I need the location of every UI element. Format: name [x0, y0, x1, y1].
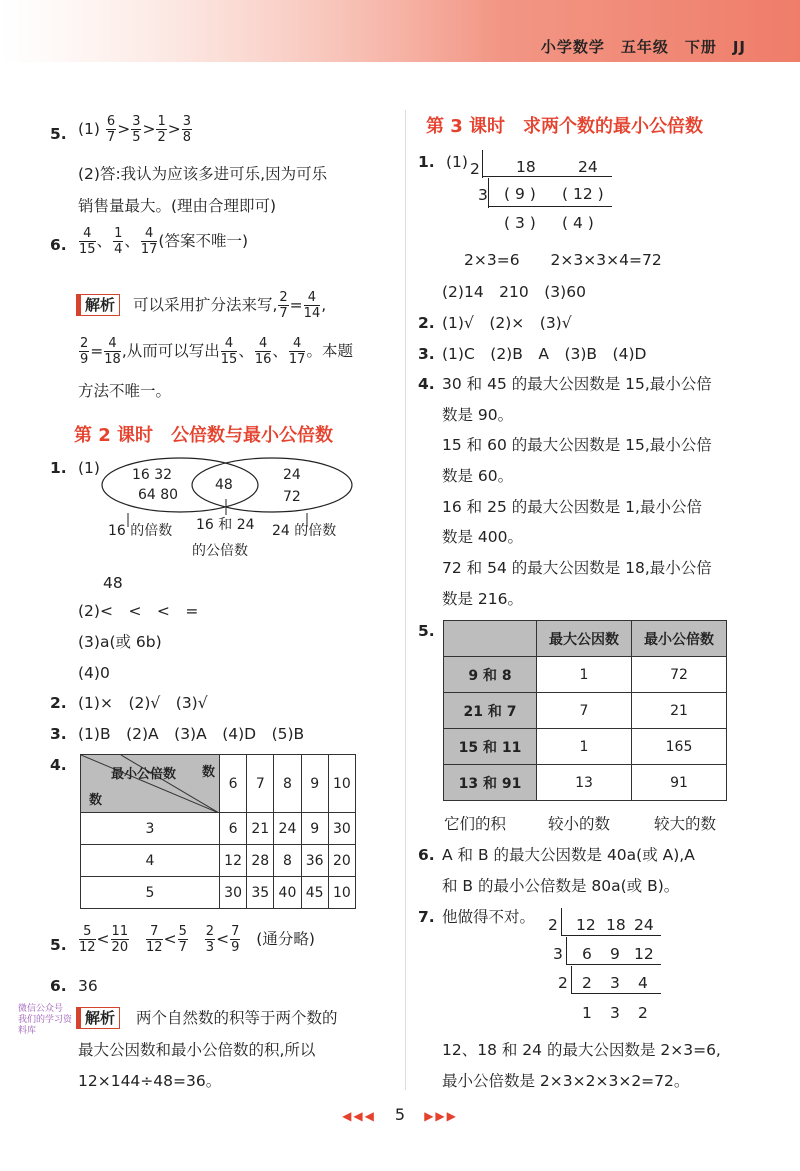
page-footer — [0, 1105, 800, 1124]
under-label-2: 较小的数 — [548, 815, 611, 833]
q5b-fractions: $\frac{5}{12}$ < $\frac{11}{20}$ $\frac{7}{12}$ < $\frac{5}{7}$ $\frac{2}{3}$ < $\frac{7}{9}$ (通分略) — [79, 924, 315, 955]
q1-2: (2)< < < = — [78, 602, 199, 620]
lcm-table: 最小公倍数 数 数 6 7 8 9 10 3 6 21 24 9 30 4 12 28 8 36 20 5 30 35 40 45 10 — [80, 754, 356, 909]
table-row: 4 12 28 8 36 20 — [81, 845, 356, 877]
table-row: 9 和 8 1 72 — [444, 657, 727, 693]
table-row: 5 30 35 40 45 10 — [81, 877, 356, 909]
watermark: 微信公众号 我们的学习资料库 — [18, 1004, 73, 1036]
q6-answer: $\frac{4}{15}$ 、 $\frac{1}{4}$ 、 $\frac{4}{17}$ (答案不唯一) — [79, 226, 249, 257]
q3: (1)B (2)A (3)A (4)D (5)B — [78, 725, 305, 743]
table-corner: 最小公倍数 数 数 — [81, 755, 220, 813]
left-arrows-icon: ◀◀◀ — [342, 1109, 376, 1123]
analysis-tag: 解析 — [76, 294, 120, 316]
q6-explanation-3: 方法不唯一。 — [78, 382, 172, 400]
q6b-exp-1: 解析 两个自然数的积等于两个数的 — [76, 1007, 338, 1029]
table-row: 3 6 21 24 9 30 — [81, 813, 356, 845]
lesson-3-title: 第 3 课时 求两个数的最小公倍数 — [426, 116, 704, 137]
venn-middle: 48 — [215, 477, 233, 493]
venn-label-left: 16 的倍数 — [108, 523, 173, 539]
header-title: 小学数学 五年级 下册 JJ — [540, 38, 746, 56]
q6-explanation-2: $\frac{2}{9}$ = $\frac{4}{18}$ ,从而可以写出 $\frac{4}{15}$ 、 $\frac{4}{16}$ 、 $\frac{4}{17}$ 。本题 — [80, 336, 353, 367]
venn-label-mid-1: 16 和 24 — [196, 517, 255, 533]
venn-left-2: 64 80 — [138, 487, 179, 503]
q6b-exp-2: 最大公因数和最小公倍数的积,所以 — [78, 1041, 316, 1059]
r-q7: 他做得不对。 — [442, 908, 536, 926]
r-q7-line2: 最小公倍数是 2×3×2×3×2=72。 — [442, 1072, 690, 1090]
venn-right-1: 24 — [283, 467, 301, 483]
r-q6-line1: A 和 B 的最大公因数是 40a(或 A),A — [442, 846, 695, 864]
venn-right-2: 72 — [283, 489, 301, 505]
lesson-2-title: 第 2 课时 公倍数与最小公倍数 — [74, 425, 334, 446]
table-row: 15 和 11 1 165 — [444, 729, 727, 765]
q1-equations: 2×3=6 2×3×3×4=72 — [464, 251, 662, 269]
table-row: 21 和 7 7 21 — [444, 693, 727, 729]
r-q3: (1)C (2)B A (3)B (4)D — [442, 345, 647, 363]
q1-4: (4)0 — [78, 664, 110, 682]
gcf-lcm-table: 最大公因数 最小公倍数 9 和 8 1 72 21 和 7 7 21 15 和 11 1 165 13 和 91 13 91 — [443, 620, 727, 801]
q5-2-line1: (2)答:我认为应该多进可乐,因为可乐 — [78, 165, 328, 183]
r-q6-line2: 和 B 的最小公倍数是 80a(或 B)。 — [442, 877, 680, 895]
q6b-answer: 36 — [78, 977, 98, 995]
table-row: 13 和 91 13 91 — [444, 765, 727, 801]
q1-3: (3)a(或 6b) — [78, 633, 162, 651]
under-label-3: 较大的数 — [654, 815, 717, 833]
r-q2: (1)√ (2)× (3)√ — [442, 314, 572, 332]
right-arrows-icon: ▶▶▶ — [424, 1109, 458, 1123]
q1-1-answer: 48 — [103, 574, 123, 592]
q2: (1)× (2)√ (3)√ — [78, 694, 208, 712]
page-number: 5 — [394, 1105, 406, 1124]
venn-left-1: 16 32 — [132, 467, 173, 483]
venn-label-mid-2: 的公倍数 — [192, 543, 248, 559]
q6b-exp-3: 12×144÷48=36。 — [78, 1072, 222, 1090]
venn-label-right: 24 的倍数 — [272, 523, 337, 539]
q6-explanation-1: 解析 可以采用扩分法来写, $\frac{2}{7}$ = $\frac{4}{14}$ , — [76, 290, 326, 321]
r-q7-line1: 12、18 和 24 的最大公因数是 2×3=6, — [442, 1041, 721, 1059]
under-label-1: 它们的积 — [444, 815, 507, 833]
q5-2-line2: 销售量最大。(理由合理即可) — [78, 197, 277, 215]
q1-2-3: (2)14 210 (3)60 — [442, 283, 586, 301]
q5-1: (1) $\frac{6}{7}$ > $\frac{3}{5}$ > $\frac{1}{2}$ > $\frac{3}{8}$ — [78, 114, 192, 145]
